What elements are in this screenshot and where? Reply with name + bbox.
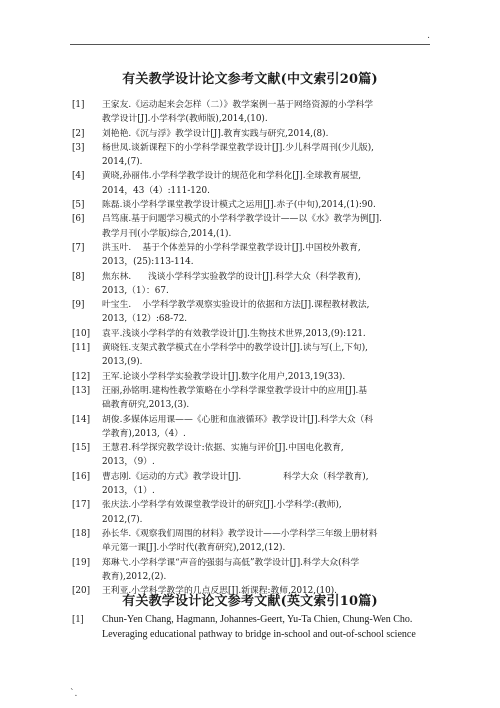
- reference-line: 2013,（1）：67.: [102, 285, 169, 296]
- reference-line: 袁平.浅谈小学科学的有效教学设计[J].生物技术世界,2013,(9):121.: [102, 328, 366, 339]
- reference-number: [3]: [72, 142, 85, 153]
- reference-text: [102, 198, 438, 212]
- reference-number: [17]: [72, 500, 91, 511]
- reference-text: [102, 141, 438, 170]
- reference-number: [14]: [72, 414, 91, 425]
- reference-text: [102, 413, 438, 442]
- reference-line: 2013，(25):113-114.: [102, 257, 194, 268]
- reference-line: 叶宝生. 小学科学教学观察实验设计的依据和方法[J].课程教材教法,: [102, 300, 370, 311]
- reference-line: 刘艳艳.《沉与浮》教学设计[J].教育实践与研究,2014,(8).: [102, 128, 329, 139]
- reference-text: [102, 298, 438, 327]
- reference-item: [72, 141, 438, 170]
- reference-text: [102, 341, 438, 370]
- reference-item: [72, 98, 438, 127]
- reference-item: [72, 441, 438, 470]
- reference-number: [8]: [72, 271, 85, 282]
- reference-line: 吕笃康.基于问题学习模式的小学科学教学设计——以《水》教学为例[J].: [102, 214, 382, 225]
- reference-line: 杨世凤.谈新课程下的小学科学课堂教学设计[J].少儿科学周刊(少儿版),: [102, 142, 374, 153]
- reference-number: [6]: [72, 214, 85, 225]
- reference-item: [72, 470, 438, 499]
- reference-number: [7]: [72, 242, 85, 253]
- reference-number: [16]: [72, 471, 91, 482]
- reference-number: [9]: [72, 300, 85, 311]
- reference-line: 2012,(7).: [102, 514, 143, 525]
- reference-line: 张庆法.小学科学有效课堂教学设计的研究[J].小学科学:(教师),: [102, 500, 342, 511]
- reference-number: [12]: [72, 371, 91, 382]
- reference-text: [102, 212, 438, 241]
- reference-text: [102, 384, 438, 413]
- reference-line: 王家友.《运动起来会怎样（二）》教学案例一基于网络资源的小学科学: [102, 100, 374, 110]
- reference-number: [11]: [72, 343, 91, 354]
- reference-item: [72, 341, 438, 370]
- reference-item: [72, 270, 438, 299]
- reference-line: 孙长华.《观察我们周围的材料》教学设计——小学科学三年级上册材料: [102, 528, 378, 539]
- reference-line: 2013,（12）:68-72.: [102, 314, 188, 325]
- reference-line: 焦东林. 浅谈小学科学实验教学的设计[J].科学大众（科学教育),: [102, 271, 361, 282]
- reference-line: 2013，（9）.: [102, 457, 155, 468]
- reference-line: 2013，（1）.: [102, 486, 155, 497]
- reference-line: 黄晓钰.支架式教学模式在小学科学中的教学设计[J].读与写(上,下旬),: [102, 343, 368, 354]
- reference-item: [72, 556, 438, 585]
- chinese-section-title: 有关教学设计论文参考文献(中文索引20篇): [122, 72, 378, 87]
- reference-line: 王慧君.科学探究教学设计:依据、实施与评价[J].中国电化教育,: [102, 443, 344, 454]
- reference-number: [19]: [72, 557, 91, 568]
- reference-line: 曹志刚.《运动的方式》教学设计[J]. 科学大众（科学教育),: [102, 471, 369, 482]
- reference-item: [72, 241, 438, 270]
- reference-text: [102, 612, 438, 642]
- top-right-mark: .: [427, 31, 430, 41]
- reference-line: 教育),2012,(2).: [102, 571, 167, 582]
- reference-line: 2014，43（4）:111-120.: [102, 185, 210, 196]
- reference-number: [10]: [72, 328, 91, 339]
- reference-line: 王军.论谈小学科学实验教学设计[J].数字化用户,2013,19(33).: [102, 371, 346, 382]
- reference-item: [72, 127, 438, 141]
- reference-item: [72, 370, 438, 384]
- reference-line: 王利亚.小学科学教学的几点反思[J].新课程:教师,2012,(10).: [102, 586, 337, 597]
- reference-line: Chun-Yen Chang, Hagmann, Johannes-Geert, Yu-Ta Chien, Chung-Wen Cho.: [102, 614, 413, 625]
- reference-number: [5]: [72, 200, 85, 211]
- reference-text: [102, 169, 438, 198]
- reference-line: 洪玉叶. 基于个体差异的小学科学课堂教学设计[J].中国校外教育,: [102, 242, 361, 253]
- reference-item: [72, 327, 438, 341]
- english-section-title: 有关教学设计论文参考文献(英文索引10篇): [122, 594, 378, 609]
- reference-line: 教学设计[J].小学科学(教师版),2014,(10).: [102, 114, 268, 125]
- reference-text: [102, 241, 438, 270]
- reference-line: 陈磊.谈小学科学课堂教学设计模式之运用[J].赤子(中旬),2014,(1):90.: [102, 200, 376, 211]
- reference-line: 础教育研究,2013,(3).: [102, 400, 190, 411]
- reference-text: [102, 98, 438, 127]
- reference-line: 教学月刊(小学版)综合,2014,(1).: [102, 228, 232, 239]
- reference-item: [72, 413, 438, 442]
- reference-item: [72, 498, 438, 527]
- reference-text: [102, 527, 438, 556]
- reference-text: [102, 498, 438, 527]
- reference-number: [13]: [72, 385, 91, 396]
- reference-line: Leveraging educational pathway to bridge in-school and out-of-school science: [102, 629, 416, 640]
- reference-item: [72, 298, 438, 327]
- reference-text: [102, 270, 438, 299]
- reference-line: 2014,(7).: [102, 157, 143, 168]
- reference-text: [102, 470, 438, 499]
- bottom-left-mark: `.: [70, 689, 78, 699]
- reference-line: 郑琳弋.小学科学课“声音的强弱与高低”教学设计[J].科学大众(科学: [102, 557, 360, 568]
- reference-item: [72, 527, 438, 556]
- reference-line: 黄晓,孙丽伟.小学科学教学设计的规范化和学科化[J].全球教育展望,: [102, 171, 362, 182]
- reference-number: [20]: [72, 586, 91, 597]
- reference-text: [102, 556, 438, 585]
- reference-item: [72, 384, 438, 413]
- reference-item: [72, 612, 438, 642]
- reference-text: [102, 327, 438, 341]
- reference-number: [4]: [72, 171, 85, 182]
- header-rule: [70, 44, 430, 45]
- reference-item: [72, 212, 438, 241]
- english-reference-list: [72, 612, 438, 642]
- reference-text: [102, 441, 438, 470]
- reference-line: 2013,(9).: [102, 357, 143, 368]
- reference-line: 单元第一课[J].小学时代(教育研究),2012,(12).: [102, 543, 286, 554]
- reference-text: [102, 370, 438, 384]
- reference-number: [18]: [72, 528, 91, 539]
- reference-number: [1]: [72, 100, 85, 110]
- reference-text: [102, 127, 438, 141]
- reference-number: [2]: [72, 128, 85, 139]
- reference-number: [1]: [72, 614, 84, 625]
- reference-line: 汪丽,孙铭明.建构性教学策略在小学科学课堂教学设计中的应用[J].基: [102, 385, 368, 396]
- reference-number: [15]: [72, 443, 91, 454]
- reference-line: 胡俊.多媒体运用课——《心脏和血液循环》教学设计[J].科学大众（科: [102, 414, 374, 425]
- reference-item: [72, 169, 438, 198]
- reference-item: [72, 198, 438, 212]
- chinese-reference-list: [72, 98, 438, 598]
- reference-line: 学教育),2013,（4）.: [102, 428, 186, 439]
